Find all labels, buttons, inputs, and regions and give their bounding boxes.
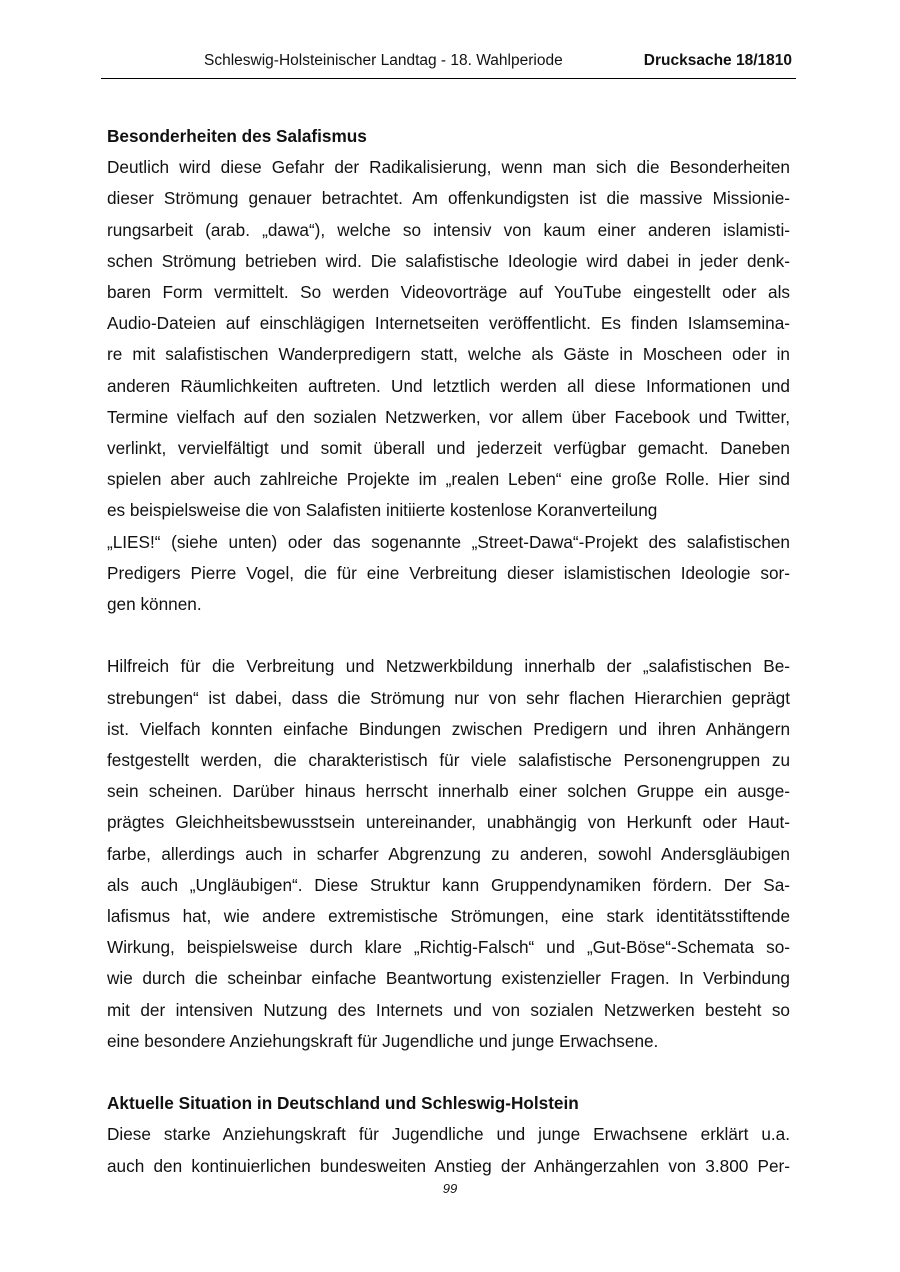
text-line: sein scheinen. Darüber hinaus herrscht innerhalb einer solchen Gruppe ein ausge-	[107, 781, 790, 802]
document-body	[107, 121, 790, 1182]
header-title: Schleswig-Holsteinischer Landtag - 18. Wahlperiode	[204, 52, 563, 69]
body-paragraph	[107, 1119, 790, 1181]
drucksache-number: Drucksache 18/1810	[643, 52, 792, 69]
text-line: ist. Vielfach konnten einfache Bindungen zwischen Predigern und ihren Anhängern	[107, 718, 790, 739]
text-line: Wirkung, beispielsweise durch klare „Richtig-Falsch“ und „Gut-Böse“-Schemata so-	[107, 937, 790, 958]
text-line: lafismus hat, wie andere extremistische Strömungen, eine stark identitätsstiftende	[107, 906, 790, 927]
section-heading: Besonderheiten des Salafismus	[107, 126, 367, 146]
text-line: wie durch die scheinbar einfache Beantwortung existenzieller Fragen. In Verbindung	[107, 968, 790, 989]
text-line: Termine vielfach auf den sozialen Netzwerken, vor allem über Facebook und Twitter,	[107, 406, 790, 427]
text-line: verlinkt, vervielfältigt und somit überall und jederzeit verfügbar gemacht. Daneben	[107, 438, 790, 459]
paragraph-gap	[107, 620, 790, 651]
page-number: 99	[442, 1181, 458, 1196]
section-heading: Aktuelle Situation in Deutschland und Schleswig-Holstein	[107, 1093, 579, 1114]
body-paragraph	[107, 152, 790, 620]
page-header	[101, 52, 796, 79]
text-line: Diese starke Anziehungskraft für Jugendliche und junge Erwachsene erklärt u.a.	[107, 1124, 790, 1145]
text-line: eine besondere Anziehungskraft für Jugendliche und junge Erwachsene.	[107, 1030, 659, 1051]
text-line: mit der intensiven Nutzung des Internets und von sozialen Netzwerken besteht so	[107, 999, 790, 1020]
text-line: Audio-Dateien auf einschlägigen Internetseiten veröffentlicht. Es finden Islamsemina-	[107, 313, 790, 334]
text-line: es beispielsweise die von Salafisten initiierte kostenlose Koranverteilung	[107, 500, 658, 521]
text-line: rungsarbeit (arab. „dawa“), welche so intensiv von kaum einer anderen islamisti-	[107, 219, 790, 240]
text-line: baren Form vermittelt. So werden Videovorträge auf YouTube eingestellt oder als	[107, 282, 790, 303]
text-line: gen können.	[107, 594, 202, 615]
text-line: Hilfreich für die Verbreitung und Netzwerkbildung innerhalb der „salafistischen Be-	[107, 656, 790, 677]
text-line: als auch „Ungläubigen“. Diese Struktur kann Gruppendynamiken fördern. Der Sa-	[107, 874, 790, 895]
text-line: schen Strömung betrieben wird. Die salafistische Ideologie wird dabei in jeder denk-	[107, 250, 790, 271]
text-line: auch den kontinuierlichen bundesweiten Anstieg der Anhängerzahlen von 3.800 Per-	[107, 1155, 790, 1176]
text-line: prägtes Gleichheitsbewusstsein untereinander, unabhängig von Herkunft oder Haut-	[107, 812, 790, 833]
text-line: re mit salafistischen Wanderpredigern statt, welche als Gäste in Moscheen oder in	[107, 344, 790, 365]
text-line: spielen aber auch zahlreiche Projekte im „realen Leben“ eine große Rolle. Hier sind	[107, 469, 790, 490]
text-line: „LIES!“ (siehe unten) oder das sogenannte „Street-Dawa“-Projekt des salafistischen	[107, 531, 790, 552]
text-line: farbe, allerdings auch in scharfer Abgrenzung zu anderen, sowohl Andersgläubigen	[107, 843, 790, 864]
text-line: dieser Strömung genauer betrachtet. Am offenkundigsten ist die massive Missionie-	[107, 188, 790, 209]
text-line: Predigers Pierre Vogel, die für eine Verbreitung dieser islamistischen Ideologie sor-	[107, 562, 790, 583]
text-line: strebungen“ ist dabei, dass die Strömung nur von sehr flachen Hierarchien geprägt	[107, 687, 790, 708]
body-paragraph	[107, 651, 790, 1057]
text-line: Deutlich wird diese Gefahr der Radikalisierung, wenn man sich die Besonderheiten	[107, 157, 790, 178]
text-line: anderen Räumlichkeiten auftreten. Und letztlich werden all diese Informationen und	[107, 375, 790, 396]
section-gap	[107, 1057, 790, 1088]
text-line: festgestellt werden, die charakteristisch für viele salafistische Personengruppen zu	[107, 750, 790, 771]
